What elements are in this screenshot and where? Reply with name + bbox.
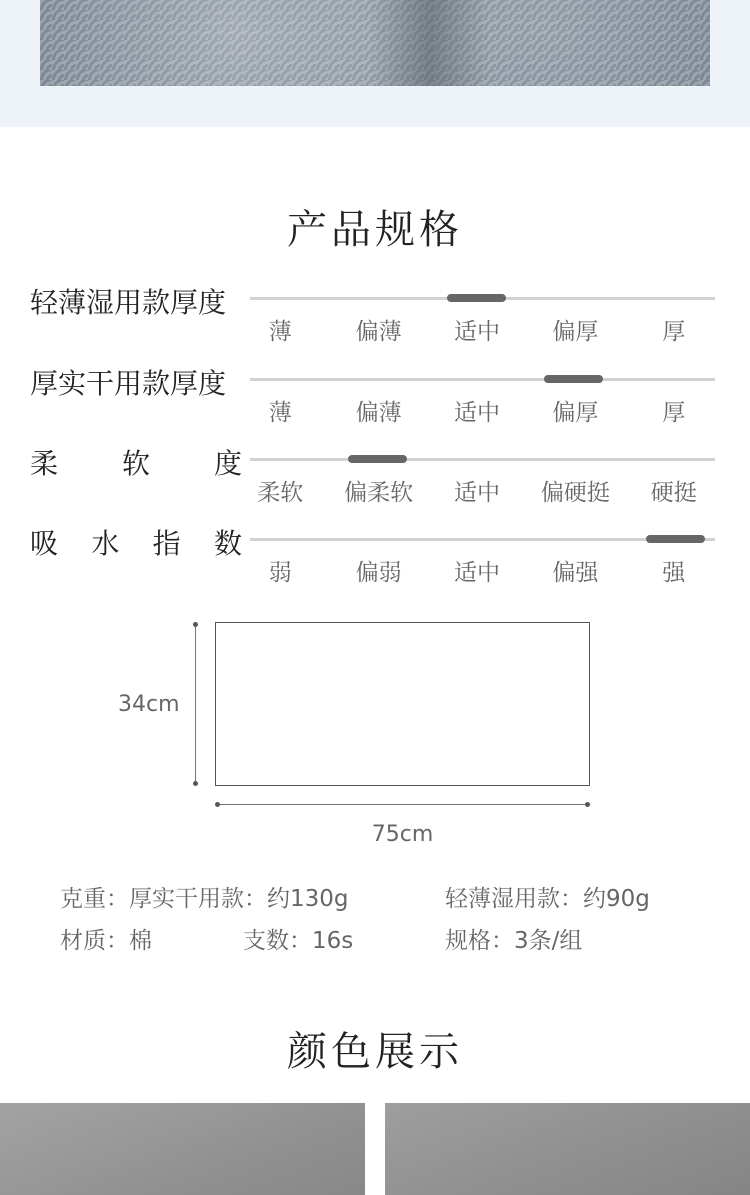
spec-label-char: 吸 (30, 527, 59, 560)
spec-options (231, 554, 723, 587)
spec-section-title: 产品规格 (287, 207, 463, 253)
spec-option: 适中 (453, 319, 500, 345)
spec-label-char: 指 (152, 527, 181, 560)
spec-option: 偏厚 (552, 319, 599, 345)
spec-options (231, 313, 723, 346)
spec-label: 轻薄湿用款厚度 (30, 286, 227, 319)
spec-option: 偏薄 (355, 400, 402, 426)
height-label: 34cm (118, 692, 180, 717)
spec-option: 厚 (662, 319, 686, 345)
dimension-endpoint (193, 781, 198, 786)
weight-thick-info: 克重：厚实干用款：约130g (60, 886, 349, 912)
spec-options (231, 474, 723, 507)
towel-size-outline (215, 622, 590, 786)
spec-option: 偏厚 (552, 400, 599, 426)
width-dimension-line (217, 804, 588, 805)
spec-option: 偏薄 (355, 319, 402, 345)
top-banner (0, 0, 750, 127)
spec-scale-marker (646, 535, 705, 543)
spec-option: 薄 (268, 400, 292, 426)
spec-option: 硬挺 (650, 480, 697, 506)
spec-option: 偏柔软 (344, 480, 414, 506)
spec-scale-track (250, 538, 715, 541)
spec-scale-track (250, 297, 715, 300)
dimension-endpoint (585, 802, 590, 807)
dimension-endpoint (193, 622, 198, 627)
spec-option: 薄 (268, 319, 292, 345)
spec-row-absorbency (0, 527, 750, 618)
pack-spec-info: 规格：3条/组 (445, 928, 583, 954)
spec-option: 适中 (453, 560, 500, 586)
color-swatch-image (385, 1103, 750, 1195)
color-swatch-image (0, 1103, 365, 1195)
spec-scale-marker (447, 294, 506, 302)
weight-thin-info: 轻薄湿用款：约90g (445, 886, 650, 912)
spec-option: 柔软 (257, 480, 304, 506)
dimension-endpoint (215, 802, 220, 807)
spec-option: 强 (662, 560, 686, 586)
spec-label-char: 软 (121, 447, 150, 480)
material-info: 材质：棉 (60, 928, 152, 954)
spec-label-char: 数 (213, 527, 242, 560)
spec-scale-marker (544, 375, 603, 383)
spec-option: 偏弱 (355, 560, 402, 586)
spec-option: 弱 (268, 560, 292, 586)
width-label: 75cm (371, 822, 434, 847)
spec-scale-track (250, 458, 715, 461)
spec-label-char: 度 (213, 447, 242, 480)
spec-option: 偏强 (552, 560, 599, 586)
spec-option: 适中 (453, 480, 500, 506)
spec-scale-track (250, 378, 715, 381)
spec-label: 厚实干用款厚度 (30, 367, 227, 400)
height-dimension-line (195, 625, 196, 783)
spec-option: 偏硬挺 (540, 480, 610, 506)
spec-label-char: 水 (91, 527, 120, 560)
color-section-title: 颜色展示 (287, 1029, 463, 1075)
yarn-count-info: 支数：16s (243, 928, 354, 954)
spec-options (231, 394, 723, 427)
towel-texture-image (40, 0, 710, 86)
spec-label (30, 522, 242, 558)
spec-scale-marker (348, 455, 407, 463)
spec-option: 厚 (662, 400, 686, 426)
spec-label (30, 442, 242, 478)
spec-label-char: 柔 (30, 447, 59, 480)
spec-option: 适中 (453, 400, 500, 426)
